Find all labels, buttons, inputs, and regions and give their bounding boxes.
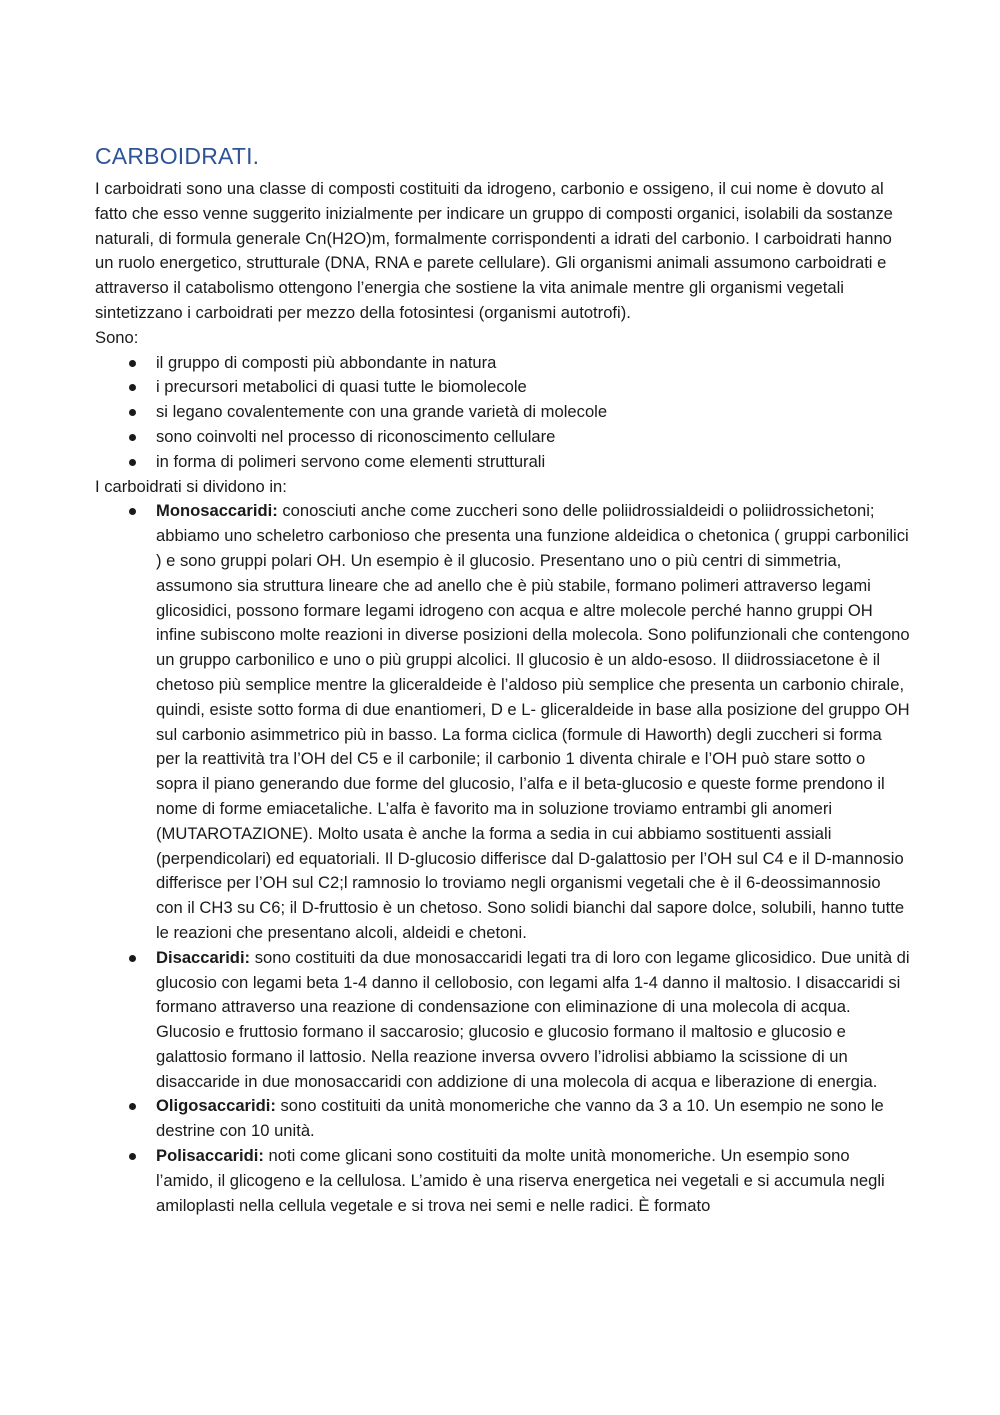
list-item-text: sono coinvolti nel processo di riconoscimento cellulare xyxy=(156,426,556,446)
list-item-text: i precursori metabolici di quasi tutte le biomolecole xyxy=(156,377,527,397)
list-item-disaccaridi xyxy=(95,946,910,1095)
bullet-icon xyxy=(129,434,136,441)
divisions-label: I carboidrati si dividono in: xyxy=(95,476,287,496)
term-description: noti come glicani sono costituiti da molte unità monomeriche. Un esempio sono l’amido, il glicogeno e la cellulosa. L’amido è una riserva energetica nei vegetali e si accumula negli amiloplasti nella cellula vegetale e si trova nei semi e nelle radici. È formato xyxy=(156,1146,885,1215)
divisions-list xyxy=(95,499,910,1218)
document-page xyxy=(95,140,910,1218)
list-item xyxy=(95,375,910,400)
bullet-icon xyxy=(129,955,136,962)
list-item-monosaccaridi xyxy=(95,499,910,945)
term-label: Disaccaridi: xyxy=(156,947,251,967)
sono-list xyxy=(95,351,910,475)
bullet-icon xyxy=(129,360,136,367)
list-item xyxy=(95,400,910,425)
list-item-oligosaccaridi xyxy=(95,1094,910,1144)
list-item xyxy=(95,450,910,475)
bullet-icon xyxy=(129,409,136,416)
intro-paragraph: I carboidrati sono una classe di composti costituiti da idrogeno, carbonio e ossigeno, il cui nome è dovuto al fatto che esso venne suggerito inizialmente per indicare un gruppo di composti organici, isolabili da sostanze naturali, di formula generale Cn(H2O)m, formalmente corrispondenti a idrati del carbonio. I carboidrati hanno un ruolo energetico, strutturale (DNA, RNA e parete cellulare). Gli organismi animali assumono carboidrati e attraverso il catabolismo ottengono l’energia che sostiene la vita animale mentre gli organismi vegetali sintetizzano i carboidrati per mezzo della fotosintesi (organismi autotrofi). xyxy=(95,179,893,322)
term-label: Monosaccaridi: xyxy=(156,501,278,521)
bullet-icon xyxy=(129,508,136,515)
list-item-text: in forma di polimeri servono come elementi strutturali xyxy=(156,451,546,471)
list-item-polisaccaridi xyxy=(95,1144,910,1218)
term-description: conosciuti anche come zuccheri sono delle poliidrossialdeidi o poliidrossichetoni; abbiamo uno scheletro carbonioso che presenta una funzione aldeidica o chetonica ( gruppi carbonilici ) e sono gruppi polari OH. Un esempio è il glucosio. Presentano uno o più centri di simmetria, assumono sia struttura lineare che ad anello che è più stabile, formano polimeri attraverso legami glicosidici, possono formare legami idrogeno con acqua e altre molecole perché hanno gruppi OH infine subiscono molte reazioni in diverse posizioni della molecola. Sono polifunzionali che contengono un gruppo carbonilico e uno o più gruppi alcolici. Il glucosio è un aldo-esoso. Il diidrossiacetone è il chetoso più semplice mentre la gliceraldeide è l’aldoso più semplice che presenta un carbonio chirale, quindi, esiste sotto forma di due enantiomeri, D e L- gliceraldeide in base alla posizione del gruppo OH sul carbonio asimmetrico più in basso. La forma ciclica (formule di Haworth) degli zuccheri si forma per la reattività tra l’OH del C5 e il carbonile; il carbonio 1 diventa chirale e l’OH può stare sotto o sopra il piano generando due forme del glucosio, l’alfa e il beta-glucosio e queste forme prendono il nome di forme emiacetaliche. L’alfa è favorito ma in soluzione troviamo entrambi gli anomeri (MUTAROTAZIONE). Molto usata è anche la forma a sedia in cui abbiamo sostituenti assiali (perpendicolari) ed equatoriali. Il D-glucosio differisce dal D-galattosio per l’OH sul C4 e il D-mannosio differisce per l’OH sul C2;l ramnosio lo troviamo negli organismi vegetali che è il 6-deossimannosio con il CH3 su C6; il D-fruttosio è un chetoso. Sono solidi bianchi dal sapore dolce, solubili, hanno tutte le reazioni che presentano alcoli, aldeidi e chetoni. xyxy=(156,501,910,942)
list-item-text: si legano covalentemente con una grande varietà di molecole xyxy=(156,402,608,422)
bullet-icon xyxy=(129,1153,136,1160)
list-item xyxy=(95,351,910,376)
list-item-text: il gruppo di composti più abbondante in natura xyxy=(156,352,497,372)
term-label: Oligosaccaridi: xyxy=(156,1096,276,1116)
term-description: sono costituiti da due monosaccaridi legati tra di loro con legame glicosidico. Due unità di glucosio con legami beta 1-4 danno il cellobosio, con legami alfa 1-4 danno il maltosio. I disaccaridi si formano attraverso una reazione di condensazione con eliminazione di una molecola di acqua. Glucosio e fruttosio formano il saccarosio; glucosio e glucosio formano il maltosio e glucosio e galattosio formano il lattosio. Nella reazione inversa ovvero l’idrolisi abbiamo la scissione di un disaccaride in due monosaccaridi con addizione di una molecola di acqua e liberazione di energia. xyxy=(156,947,910,1091)
term-label: Polisaccaridi: xyxy=(156,1146,264,1166)
list-item xyxy=(95,425,910,450)
bullet-icon xyxy=(129,459,136,466)
page-title: CARBOIDRATI. xyxy=(95,143,260,169)
bullet-icon xyxy=(129,384,136,391)
bullet-icon xyxy=(129,1103,136,1110)
term-description: sono costituiti da unità monomeriche che vanno da 3 a 10. Un esempio ne sono le destrine con 10 unità. xyxy=(156,1096,884,1141)
sono-label: Sono: xyxy=(95,327,139,347)
